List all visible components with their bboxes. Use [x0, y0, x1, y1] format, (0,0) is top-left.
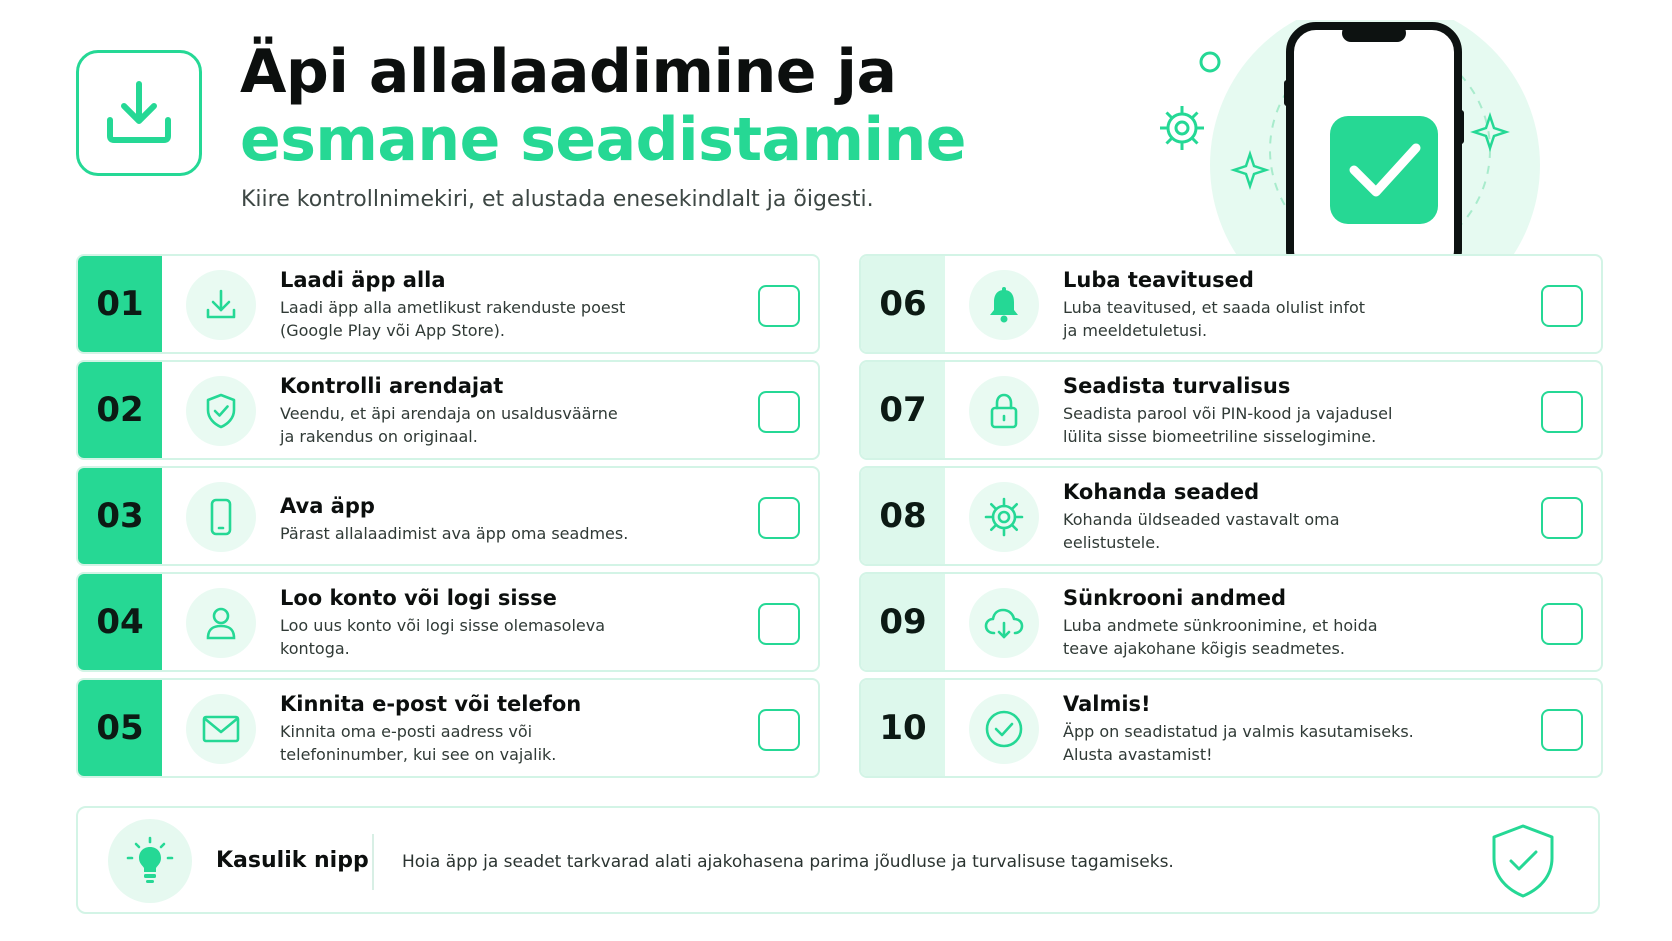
lock-icon: [969, 376, 1039, 446]
step-desc-line: Alusta avastamist!: [1063, 745, 1213, 764]
step-desc-line: kontoga.: [280, 639, 350, 658]
step-card: [76, 466, 820, 566]
step-card: [859, 466, 1603, 566]
phone-icon: [1284, 24, 1464, 255]
step-checkbox[interactable]: [1541, 603, 1583, 645]
step-title: Luba teavitused: [1063, 268, 1254, 292]
lightbulb-icon: [108, 819, 192, 903]
hero-download-icon: [76, 50, 202, 176]
step-title: Kinnita e-post või telefon: [280, 692, 582, 716]
step-card: [859, 678, 1603, 778]
user-icon: [186, 588, 256, 658]
envelope-icon: [186, 694, 256, 764]
steps-left-column: [76, 254, 820, 784]
step-number: 10: [861, 680, 945, 776]
tip-label: Kasulik nipp: [216, 848, 369, 873]
title-line-1: Äpi allalaadimine ja: [240, 37, 897, 107]
step-number: 04: [78, 574, 162, 670]
step-desc-line: telefoninumber, kui see on vajalik.: [280, 745, 557, 764]
step-checkbox[interactable]: [1541, 709, 1583, 751]
steps-right-column: [859, 254, 1603, 784]
step-number: 05: [78, 680, 162, 776]
tip-text: Hoia äpp ja seadet tarkvarad alati ajakohasena parima jõudluse ja turvalisuse tagamiseks.: [402, 852, 1174, 872]
tip-bar: [76, 806, 1600, 914]
step-number: 08: [861, 468, 945, 564]
step-desc-line: Loo uus konto või logi sisse olemasoleva: [280, 616, 606, 635]
step-title: Sünkrooni andmed: [1063, 586, 1286, 610]
bell-icon: [969, 270, 1039, 340]
gear-icon: [969, 482, 1039, 552]
step-card: [76, 254, 820, 354]
shield-check-icon: [186, 376, 256, 446]
step-checkbox[interactable]: [1541, 285, 1583, 327]
step-title: Laadi äpp alla: [280, 268, 446, 292]
step-number: 03: [78, 468, 162, 564]
step-desc-line: Veendu, et äpi arendaja on usaldusväärne: [280, 404, 618, 423]
step-desc-line: Laadi äpp alla ametlikust rakenduste poest: [280, 298, 626, 317]
step-number: 02: [78, 362, 162, 458]
step-title: Kohanda seaded: [1063, 480, 1260, 504]
step-checkbox[interactable]: [1541, 391, 1583, 433]
step-desc-line: Kinnita oma e-posti aadress või: [280, 722, 533, 741]
gear-decor-icon: [1160, 106, 1204, 150]
step-title: Loo konto või logi sisse: [280, 586, 557, 610]
step-desc-line: ja meeldetuletusi.: [1063, 321, 1208, 340]
step-card: [859, 572, 1603, 672]
step-desc-line: Kohanda üldseaded vastavalt oma: [1063, 510, 1340, 529]
step-number: 06: [861, 256, 945, 352]
step-desc-line: (Google Play või App Store).: [280, 321, 505, 340]
cloud-sync-icon: [969, 588, 1039, 658]
step-desc-line: eelistustele.: [1063, 533, 1161, 552]
page-title: [240, 38, 966, 174]
step-title: Ava äpp: [280, 494, 375, 518]
step-desc-line: Luba andmete sünkroonimine, et hoida: [1063, 616, 1378, 635]
step-checkbox[interactable]: [758, 603, 800, 645]
download-icon: [186, 270, 256, 340]
step-checkbox[interactable]: [758, 285, 800, 327]
small-ring-icon: [1201, 53, 1219, 71]
step-title: Valmis!: [1063, 692, 1151, 716]
phone-icon: [186, 482, 256, 552]
step-checkbox[interactable]: [758, 391, 800, 433]
shield-check-icon: [1486, 822, 1560, 900]
step-card: [76, 360, 820, 460]
tip-divider: [372, 834, 374, 890]
step-checkbox[interactable]: [1541, 497, 1583, 539]
step-number: 09: [861, 574, 945, 670]
step-desc-line: ja rakendus on originaal.: [280, 427, 478, 446]
step-desc-line: Luba teavitused, et saada olulist infot: [1063, 298, 1366, 317]
step-checkbox[interactable]: [758, 709, 800, 751]
step-title: Seadista turvalisus: [1063, 374, 1291, 398]
step-desc-line: lülita sisse biomeetriline sisselogimine.: [1063, 427, 1377, 446]
step-card: [76, 572, 820, 672]
step-checkbox[interactable]: [758, 497, 800, 539]
step-desc-line: Pärast allalaadimist ava äpp oma seadmes.: [280, 524, 629, 543]
step-number: 01: [78, 256, 162, 352]
step-title: Kontrolli arendajat: [280, 374, 504, 398]
check-circle-icon: [969, 694, 1039, 764]
step-desc-line: Äpp on seadistatud ja valmis kasutamiseks.: [1063, 722, 1414, 741]
step-card: [859, 254, 1603, 354]
title-line-2: esmane seadistamine: [240, 105, 966, 175]
step-card: [76, 678, 820, 778]
step-card: [859, 360, 1603, 460]
page-subtitle: Kiire kontrollnimekiri, et alustada enesekindlalt ja õigesti.: [241, 187, 874, 212]
step-number: 07: [861, 362, 945, 458]
step-desc-line: teave ajakohane kõigis seadmetes.: [1063, 639, 1345, 658]
step-desc-line: Seadista parool või PIN-kood ja vajadusel: [1063, 404, 1393, 423]
phone-check-illustration: [1150, 20, 1590, 255]
